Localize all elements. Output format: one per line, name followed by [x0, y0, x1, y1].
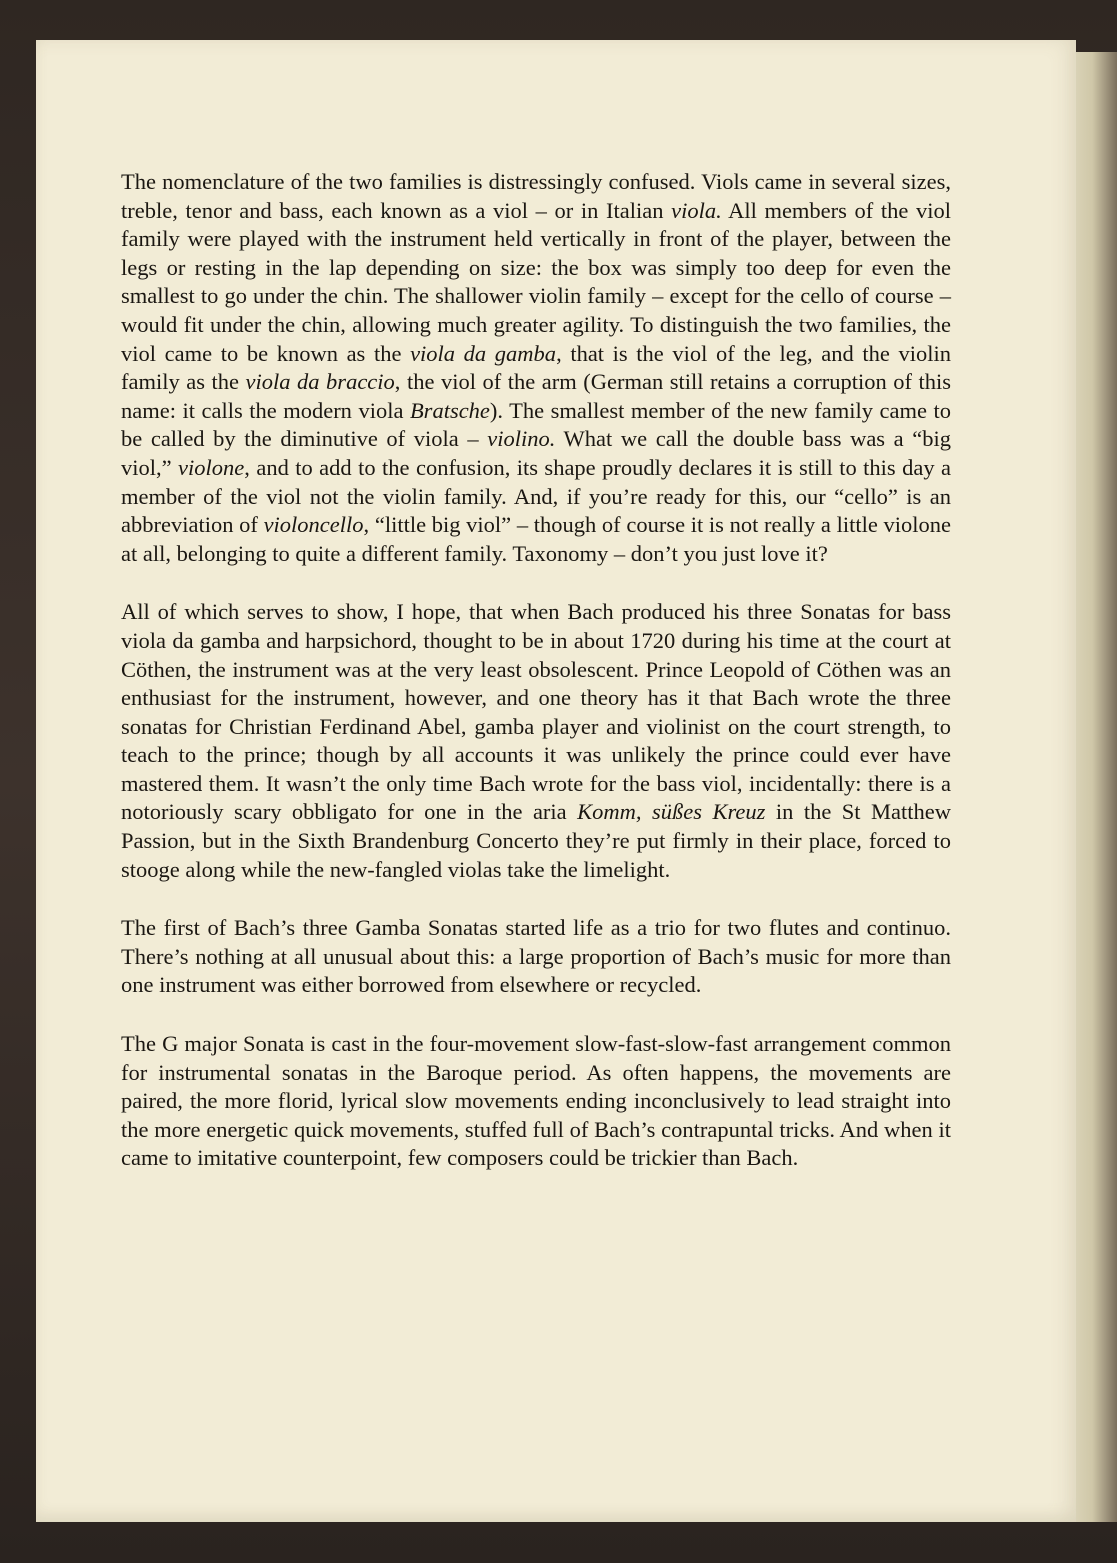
- text-run: in the St Matthew Passion, but in the Sixth Brandenburg Concerto they’re put firmly in their place, forced to stooge along while the new-fangled violas take the limelight.: [121, 799, 951, 882]
- paragraph-nomenclature: [121, 168, 951, 568]
- italic-term: violino.: [487, 426, 556, 452]
- italic-term: viola da gamba: [410, 340, 557, 366]
- italic-term: Bratsche: [409, 397, 490, 423]
- italic-term: violoncello: [263, 512, 364, 538]
- text-run: All members of the viol family were played with the instrument held vertically in front of the player, between the legs or resting in the lap depending on size: the box was simply too deep for even the smallest to go under the chin. The shallower violin family – except for the cello of course – would fit under the chin, allowing much greater agility. To distinguish the two families, the viol came to be known as the: [121, 197, 951, 366]
- text-run: The G major Sonata is cast in the four-movement slow-fast-slow-fast arrangement common for instrumental sonatas in the Baroque period. As often happens, the movements are paired, the more florid, lyrical slow movements ending inconclusively to lead straight into the more energetic quick movements, stuffed full of Bach’s contrapuntal tricks. And when it came to imitative counterpoint, few composers could be trickier than Bach.: [121, 1031, 951, 1171]
- italic-term: violone: [178, 454, 245, 480]
- paragraph-first-sonata: [121, 914, 951, 1000]
- paragraph-g-major-sonata: [121, 1030, 951, 1173]
- text-run: What we call the double bass was a “big viol,”: [121, 426, 951, 480]
- text-run: , that is the viol of the leg, and the violin family as the: [121, 340, 951, 395]
- italic-term: viola da braccio: [245, 369, 395, 395]
- text-run: The first of Bach’s three Gamba Sonatas started life as a trio for two flutes and continuo. There’s nothing at all unusual about this: a large proportion of Bach’s music for more than one instrument was either borrowed from elsewhere or recycled.: [121, 915, 951, 998]
- text-run: , the viol of the arm (German still retains a corruption of this name: it calls the modern viola: [121, 369, 951, 423]
- page-body: [121, 168, 951, 1203]
- text-run: , and to add to the confusion, its shape proudly declares it is still to this day a member of the viol not the violin family. And, if you’re ready for this, our “cello” is an abbreviation of: [121, 454, 951, 538]
- next-page-edge: [1076, 52, 1117, 1522]
- italic-term: viola.: [671, 197, 722, 223]
- italic-term: Komm, süßes Kreuz: [577, 799, 766, 825]
- text-run: ). The smallest member of the new family came to be called by the diminutive of viola –: [121, 397, 952, 452]
- text-run: The nomenclature of the two families is distressingly confused. Viols came in several sizes, treble, tenor and bass, each known as a viol – or in Italian: [121, 169, 951, 223]
- paragraph-bach-sonatas: [121, 598, 951, 884]
- text-run: All of which serves to show, I hope, that when Bach produced his three Sonatas for bass viola da gamba and harpsichord, thought to be in about 1720 during his time at the court at Cöthen, the instrument was at the very least obsolescent. Prince Leopold of Cöthen was an enthusiast for the instrument, however, and one theory has it that Bach wrote the three sonatas for Christian Ferdinand Abel, gamba player and violinist on the court strength, to teach to the prince; though by all accounts it was unlikely the prince could ever have mastered them. It wasn’t the only time Bach wrote for the bass viol, incidentally: there is a notoriously scary obbligato for one in the aria: [121, 599, 951, 825]
- text-run: , “little big viol” – though of course it is not really a little violone at all, belonging to quite a different family. Taxonomy – don’t you just love it?: [121, 512, 951, 566]
